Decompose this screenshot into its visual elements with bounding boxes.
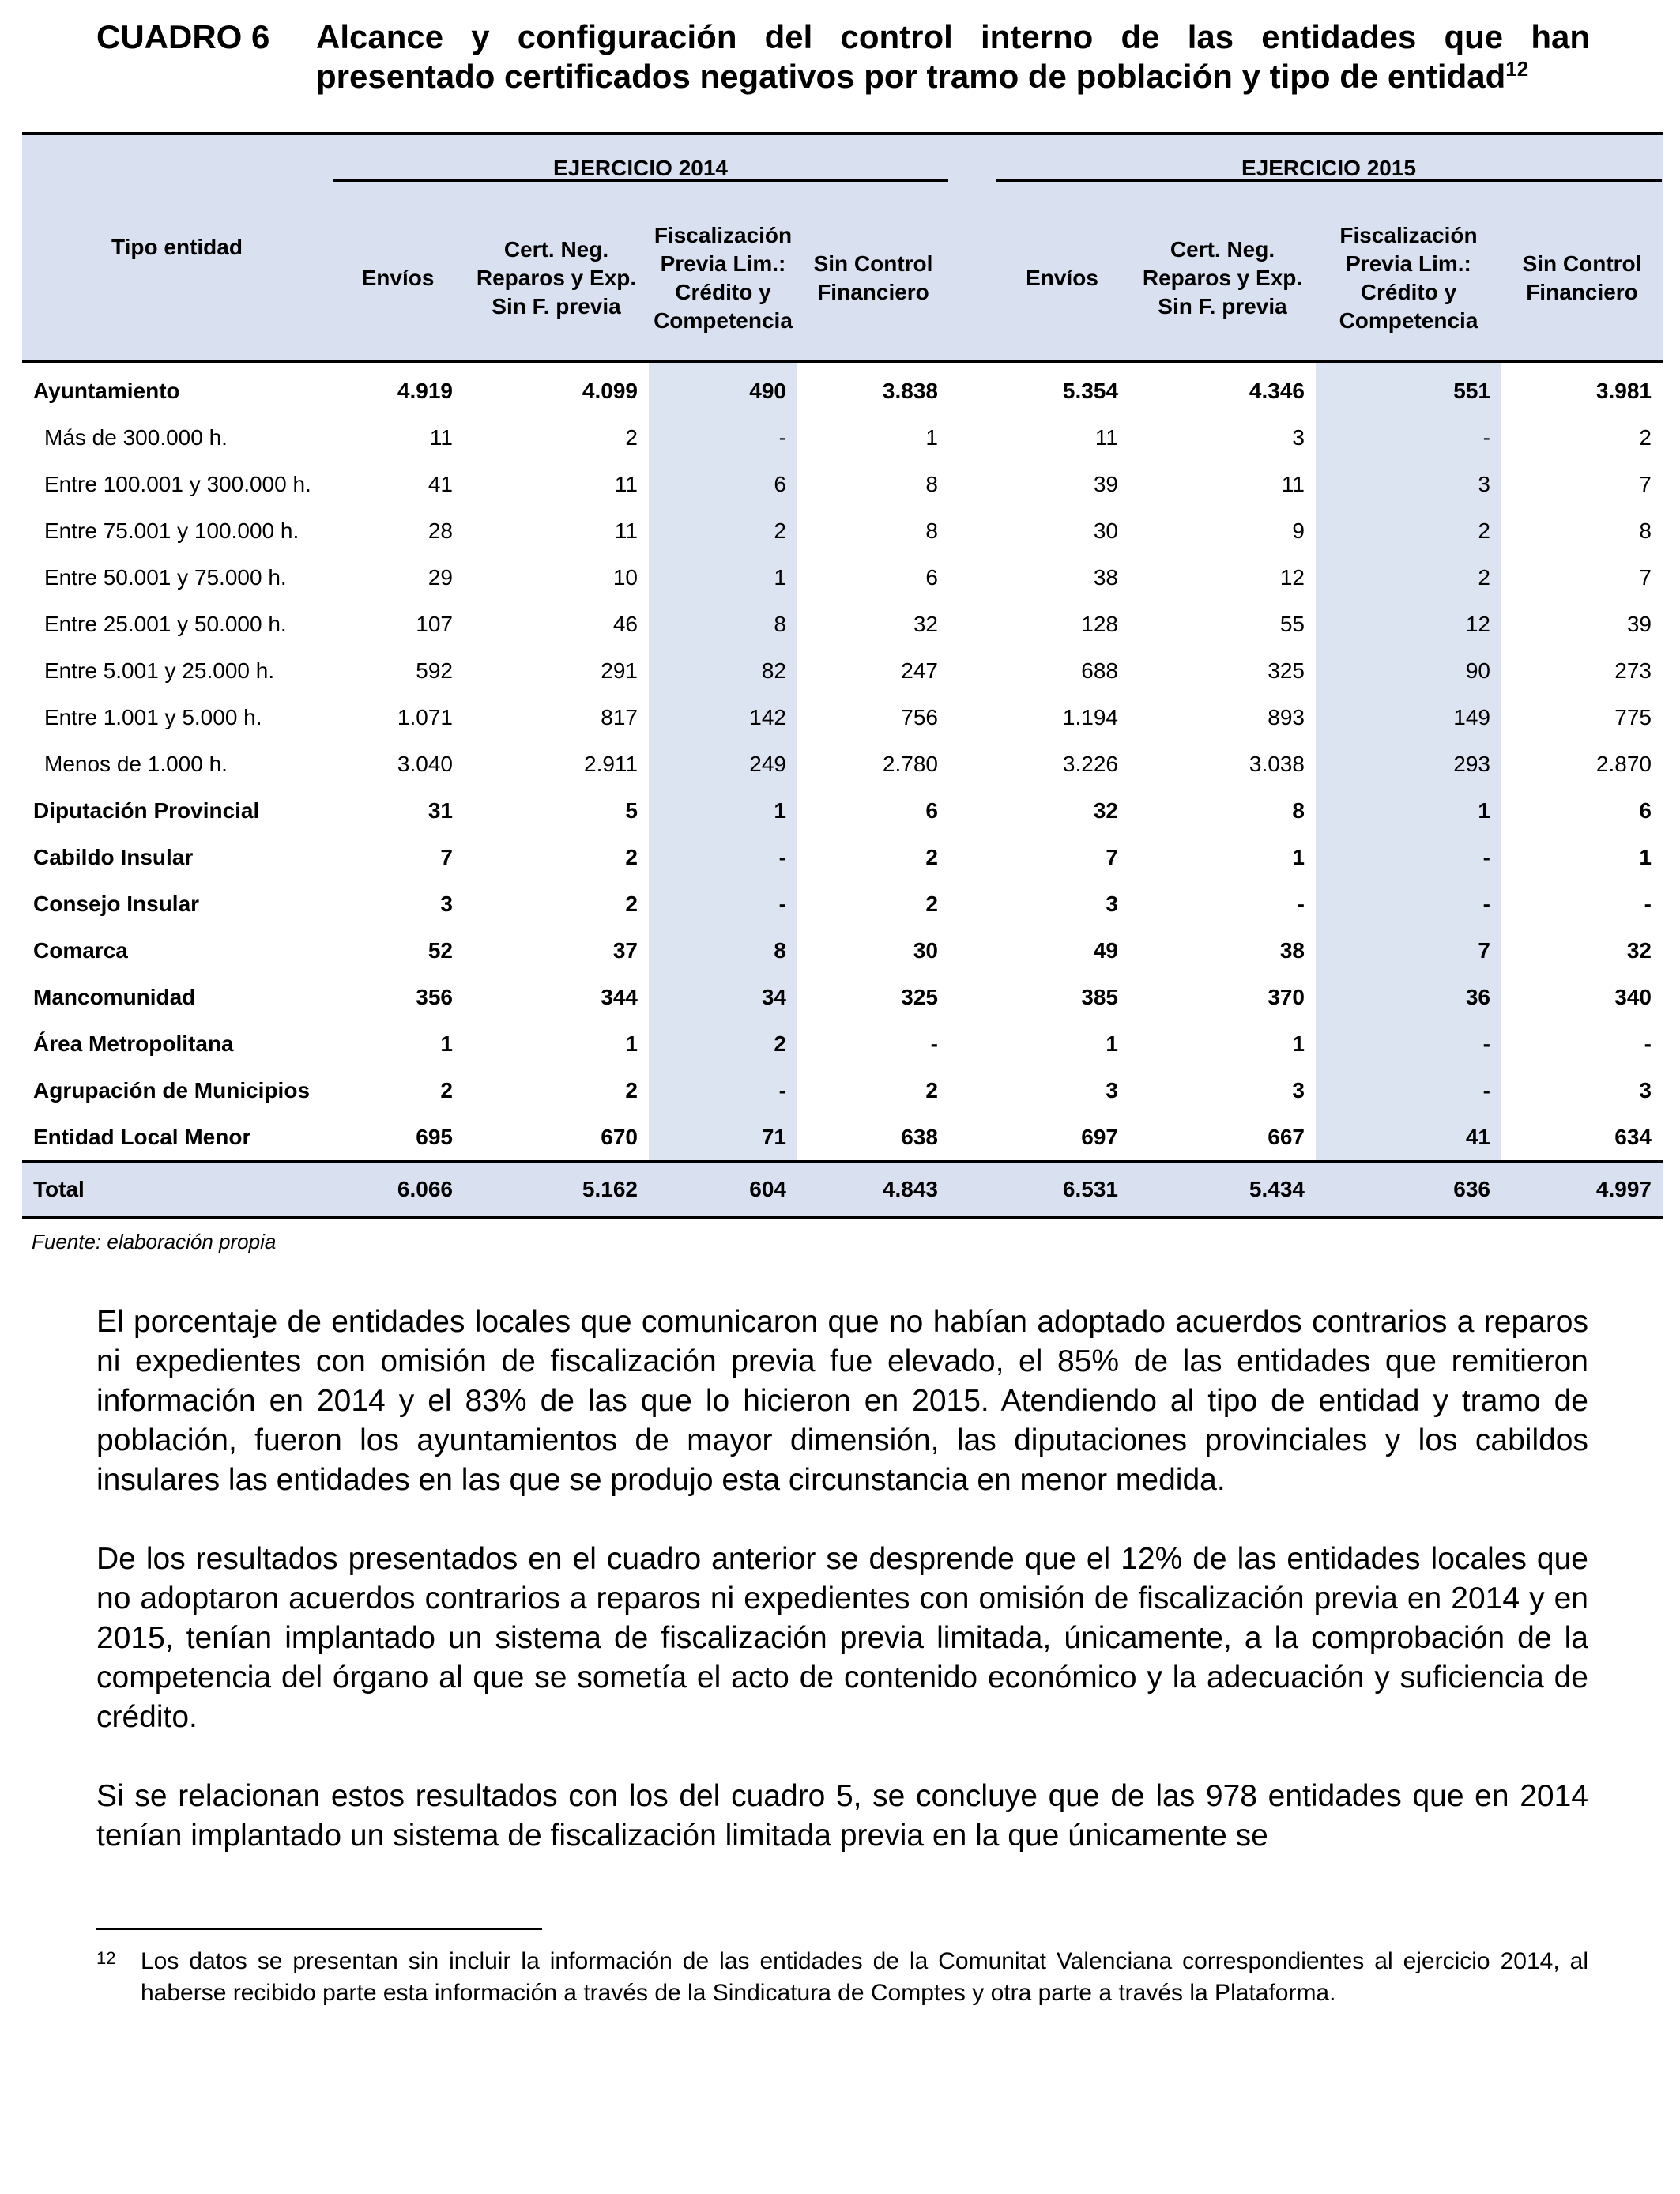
table-cell: 604 xyxy=(649,1162,797,1217)
header-text: Sin F. previa xyxy=(492,294,621,319)
table-cell: 1 xyxy=(1292,844,1305,869)
table-row xyxy=(22,507,1663,554)
table-cell: 291 xyxy=(601,658,638,683)
table-cell: 8 xyxy=(649,601,797,647)
table-cell: 2.780 xyxy=(882,751,938,776)
table-cell: 3.838 xyxy=(882,378,938,403)
header-text: Sin Control xyxy=(1522,251,1642,276)
table-cell: 2 xyxy=(625,891,638,916)
table-cell: 11 xyxy=(1281,471,1305,496)
table-cell: 247 xyxy=(901,658,938,683)
table-cell: 28 xyxy=(428,518,453,543)
table-cell xyxy=(949,414,995,461)
table-cell: 592 xyxy=(416,658,453,683)
table-cell: 1 xyxy=(1316,787,1501,834)
col-fisc-2015 xyxy=(1316,197,1501,361)
table-cell: 1 xyxy=(1292,1031,1305,1056)
row-label: Más de 300.000 h. xyxy=(44,424,228,450)
footnote-divider xyxy=(96,1928,542,1930)
table-row xyxy=(22,554,1663,601)
table-cell: 1 xyxy=(1106,1031,1118,1056)
table-cell: 3 xyxy=(1292,424,1305,450)
table-cell: 2 xyxy=(925,844,938,869)
table-cell: 128 xyxy=(1081,611,1118,636)
header-text: Financiero xyxy=(1526,280,1638,304)
table-cell: 39 xyxy=(1093,471,1118,496)
table-cell: 46 xyxy=(612,611,638,636)
table-cell: 6 xyxy=(925,797,938,823)
header-text: Envíos xyxy=(361,266,435,290)
header-text: Crédito y xyxy=(1360,280,1457,304)
table-cell: 8 xyxy=(1292,797,1305,823)
table-cell: 893 xyxy=(1268,704,1305,729)
table-cell: 2 xyxy=(625,1077,638,1103)
table-row xyxy=(22,601,1663,647)
table-cell: 38 xyxy=(1279,937,1305,963)
table-cell: 1 xyxy=(649,787,797,834)
paragraph: De los resultados presentados en el cuadro anterior se desprende que el 12% de las entidades locales que no adoptaron acuerdos contrarios a reparos ni expedientes con omisión de fiscalización previa en 2014 y en 2015, tenían implantado un sistema de fiscalización previa limitada, únicamente, a la comprobación de la competencia del órgano al que se sometía el acto de contenido económico y la adecuación y suficiencia de crédito. xyxy=(96,1542,1588,1734)
table-cell: 817 xyxy=(601,704,638,729)
table-cell: 38 xyxy=(1093,564,1118,590)
table-cell: 1 xyxy=(925,424,938,450)
table-cell: 37 xyxy=(612,937,638,963)
col-sin-2015 xyxy=(1501,197,1663,361)
table-cell: 2 xyxy=(649,507,797,554)
table-cell xyxy=(949,1114,995,1162)
table-cell: - xyxy=(649,834,797,880)
table-cell: 344 xyxy=(601,984,638,1009)
group-header-2014 xyxy=(332,134,949,197)
table-cell: 36 xyxy=(1316,974,1501,1020)
row-label: Menos de 1.000 h. xyxy=(44,751,228,776)
table-cell: - xyxy=(1644,1031,1652,1056)
table-row xyxy=(22,361,1663,414)
row-label: Entre 75.001 y 100.000 h. xyxy=(44,518,299,543)
table-cell: 695 xyxy=(416,1124,453,1149)
table-cell: 5.434 xyxy=(1129,1162,1316,1217)
table-row xyxy=(22,880,1663,927)
row-label: Agrupación de Municipios xyxy=(33,1077,311,1103)
table-cell xyxy=(949,1162,995,1217)
paragraph: Si se relacionan estos resultados con los del cuadro 5, se concluye que de las 978 entidades que en 2014 tenían implantado un sistema de fiscalización limitada previa en la que únicamente se xyxy=(96,1779,1588,1853)
table-cell: - xyxy=(1644,891,1652,916)
table-cell: - xyxy=(1316,414,1501,461)
row-label: Comarca xyxy=(33,937,128,963)
table-cell: 39 xyxy=(1626,611,1652,636)
table-cell: 756 xyxy=(901,704,938,729)
table-cell xyxy=(949,694,995,741)
table-cell: 5 xyxy=(625,797,638,823)
header-text: Previa Lim.: xyxy=(1346,251,1471,276)
table-cell: 2 xyxy=(1316,507,1501,554)
table-cell: 4.843 xyxy=(797,1162,949,1217)
table-cell: 3 xyxy=(1316,461,1501,507)
table-cell: 688 xyxy=(1081,658,1118,683)
table-row xyxy=(22,414,1663,461)
table-cell: 41 xyxy=(428,471,453,496)
table-cell xyxy=(949,507,995,554)
table-cell: 3 xyxy=(1106,891,1118,916)
table-cell: 32 xyxy=(913,611,938,636)
header-text: Fiscalización xyxy=(654,223,793,247)
table-cell: 4.346 xyxy=(1249,378,1305,403)
table-cell: 370 xyxy=(1268,984,1305,1009)
table-cell: 5.354 xyxy=(1062,378,1118,403)
body-text xyxy=(96,1302,1588,1895)
table-cell xyxy=(949,361,995,414)
row-label: Mancomunidad xyxy=(33,984,196,1009)
table-cell: 9 xyxy=(1292,518,1305,543)
table-cell: - xyxy=(1297,891,1305,916)
table-cell: 3.226 xyxy=(1062,751,1118,776)
group-gap xyxy=(949,134,995,197)
footnote xyxy=(96,1946,1588,2009)
table-cell: 634 xyxy=(1614,1124,1652,1149)
caption-number: CUADRO 6 xyxy=(96,18,270,55)
table-cell: 1.071 xyxy=(397,704,453,729)
paragraph: El porcentaje de entidades locales que comunicaron que no habían adoptado acuerdos contrarios a reparos ni expedientes con omisión de fiscalización previa fue elevado, el 85% de las entidades que remitieron información en 2014 y el 83% de las que lo hicieron en 2015. Atendiendo al tipo de entidad y tramo de población, fueron los ayuntamientos de mayor dimensión, las diputaciones provinciales y los cabildos insulares las entidades en las que se produjo esta circunstancia en menor medida. xyxy=(96,1305,1588,1497)
table-source: Fuente: elaboración propia xyxy=(32,1230,277,1253)
table-cell: 6 xyxy=(925,564,938,590)
table-cell: 2.870 xyxy=(1595,751,1652,776)
header-text: Reparos y Exp. xyxy=(1142,266,1303,290)
table-cell: 1.194 xyxy=(1062,704,1118,729)
table-cell xyxy=(949,741,995,787)
table-cell: 2 xyxy=(649,1020,797,1067)
caption-title-text: Alcance y configuración del control interno de las entidades que han presentado certificados negativos por tramo de población y tipo de entidad xyxy=(316,18,1590,95)
col-cert-2015 xyxy=(1129,197,1316,361)
header-text: Financiero xyxy=(817,280,929,304)
col-envios-2014 xyxy=(332,197,464,361)
table-cell: 7 xyxy=(1106,844,1118,869)
table-cell: 7 xyxy=(440,844,453,869)
table-cell: 551 xyxy=(1316,361,1501,414)
table-cell: 107 xyxy=(416,611,453,636)
row-label: Entre 1.001 y 5.000 h. xyxy=(44,704,262,729)
table-cell: 32 xyxy=(1626,937,1652,963)
table-cell: 1 xyxy=(440,1031,453,1056)
table-cell: - xyxy=(1316,834,1501,880)
col-fisc-2014 xyxy=(649,197,797,361)
table-cell: 249 xyxy=(649,741,797,787)
table-caption xyxy=(96,17,1590,96)
table-cell: - xyxy=(649,880,797,927)
table-cell: 6 xyxy=(1639,797,1652,823)
table-cell: 2 xyxy=(1639,424,1652,450)
table-cell: 638 xyxy=(901,1124,938,1149)
table-cell xyxy=(949,880,995,927)
table-cell: 3.981 xyxy=(1595,378,1652,403)
table-cell: 29 xyxy=(428,564,453,590)
table-cell: 636 xyxy=(1316,1162,1501,1217)
table-cell: 273 xyxy=(1614,658,1652,683)
table-cell xyxy=(949,601,995,647)
table-cell: 2 xyxy=(440,1077,453,1103)
table-cell xyxy=(949,834,995,880)
table-cell: 7 xyxy=(1316,927,1501,974)
table-cell: 4.099 xyxy=(582,378,638,403)
table-cell xyxy=(949,1067,995,1114)
col-envios-2015 xyxy=(995,197,1129,361)
header-text: EJERCICIO 2015 xyxy=(1241,155,1416,180)
header-text: EJERCICIO 2014 xyxy=(553,155,728,180)
table-total-row xyxy=(22,1162,1663,1217)
table-cell: 3.038 xyxy=(1249,751,1305,776)
table-cell: 3 xyxy=(440,891,453,916)
row-label: Total xyxy=(22,1162,332,1217)
table-cell: 12 xyxy=(1316,601,1501,647)
header-text: Competencia xyxy=(1339,308,1478,333)
table-cell: 2 xyxy=(625,844,638,869)
table-row xyxy=(22,974,1663,1020)
header-text: Sin Control xyxy=(813,251,933,276)
table-cell: 7 xyxy=(1639,564,1652,590)
header-text: Previa Lim.: xyxy=(660,251,786,276)
row-label: Entre 50.001 y 75.000 h. xyxy=(44,564,287,590)
table-cell xyxy=(949,461,995,507)
table-row xyxy=(22,1067,1663,1114)
table-cell: - xyxy=(649,1067,797,1114)
table-cell: 325 xyxy=(1268,658,1305,683)
col-sin-2014 xyxy=(797,197,949,361)
header-text: Crédito y xyxy=(675,280,771,304)
table-cell: 10 xyxy=(612,564,638,590)
table-cell: 4.919 xyxy=(397,378,453,403)
table-cell: 6.066 xyxy=(332,1162,464,1217)
footnote-mark: 12 xyxy=(96,1948,116,1968)
table-row xyxy=(22,834,1663,880)
table-cell xyxy=(949,787,995,834)
row-label: Entre 25.001 y 50.000 h. xyxy=(44,611,287,636)
table-cell: 32 xyxy=(1093,797,1118,823)
table-row xyxy=(22,461,1663,507)
table-cell xyxy=(949,974,995,1020)
table-cell: 670 xyxy=(601,1124,638,1149)
header-text: Reparos y Exp. xyxy=(476,266,637,290)
table-cell: 3 xyxy=(1106,1077,1118,1103)
header-text: Sin F. previa xyxy=(1158,294,1287,319)
table-cell: - xyxy=(1316,1067,1501,1114)
col-cert-2014 xyxy=(464,197,649,361)
header-text: Cert. Neg. xyxy=(503,237,609,262)
table-cell xyxy=(949,927,995,974)
table-cell: 667 xyxy=(1268,1124,1305,1149)
table-cell: 30 xyxy=(1093,518,1118,543)
header-text: Fiscalización xyxy=(1339,223,1478,247)
header-text: Tipo entidad xyxy=(111,235,243,259)
table-cell: - xyxy=(930,1031,938,1056)
table-body xyxy=(22,361,1663,1217)
group-header-2015 xyxy=(995,134,1663,197)
table-cell: 6.531 xyxy=(995,1162,1129,1217)
table-cell: 49 xyxy=(1093,937,1118,963)
table-cell: 325 xyxy=(901,984,938,1009)
caption-title xyxy=(316,17,1590,96)
data-table-wrapper xyxy=(22,132,1663,1219)
table-cell: 90 xyxy=(1316,647,1501,694)
table-cell: 8 xyxy=(649,927,797,974)
table-row xyxy=(22,787,1663,834)
table-cell: 697 xyxy=(1081,1124,1118,1149)
table-row xyxy=(22,927,1663,974)
table-cell: 2 xyxy=(1316,554,1501,601)
table-cell: 11 xyxy=(614,518,638,543)
table-cell: 1 xyxy=(649,554,797,601)
table-cell: 340 xyxy=(1614,984,1652,1009)
table-cell: 1 xyxy=(625,1031,638,1056)
header-text: Competencia xyxy=(654,308,793,333)
footnote-text: Los datos se presentan sin incluir la información de las entidades de la Comunitat Valenciana correspondientes al ejercicio 2014, al haberse recibido parte esta información a través de la Sindicatura de Comptes y otra parte a través la Plataforma. xyxy=(141,1948,1588,2006)
row-label: Consejo Insular xyxy=(33,891,200,916)
table-cell: 775 xyxy=(1614,704,1652,729)
table-cell: 5.162 xyxy=(464,1162,649,1217)
table-row xyxy=(22,741,1663,787)
table-cell: 3.040 xyxy=(397,751,453,776)
header-text: Cert. Neg. xyxy=(1170,237,1275,262)
table-cell: 31 xyxy=(428,797,453,823)
table-cell: 8 xyxy=(925,471,938,496)
table-cell: - xyxy=(1316,880,1501,927)
table-cell: 149 xyxy=(1316,694,1501,741)
row-label: Área Metropolitana xyxy=(33,1031,234,1056)
table-cell: 1 xyxy=(1639,844,1652,869)
table-cell: - xyxy=(649,414,797,461)
table-cell xyxy=(949,647,995,694)
table-cell: 2 xyxy=(925,891,938,916)
footnote-ref: 12 xyxy=(1505,57,1529,81)
table-cell: 293 xyxy=(1316,741,1501,787)
table-cell: 142 xyxy=(649,694,797,741)
table-cell: 34 xyxy=(649,974,797,1020)
data-table xyxy=(22,132,1663,1219)
table-cell: 11 xyxy=(1094,424,1118,450)
column-header-tipo xyxy=(22,134,332,361)
table-cell: 7 xyxy=(1639,471,1652,496)
table-cell: 8 xyxy=(925,518,938,543)
table-cell: 3 xyxy=(1639,1077,1652,1103)
row-label: Entre 100.001 y 300.000 h. xyxy=(44,471,311,496)
table-cell: 12 xyxy=(1279,564,1305,590)
row-label: Diputación Provincial xyxy=(33,797,260,823)
table-cell: 71 xyxy=(649,1114,797,1162)
table-cell: 8 xyxy=(1639,518,1652,543)
col-gap xyxy=(949,197,995,361)
table-cell: - xyxy=(1316,1020,1501,1067)
table-cell: 6 xyxy=(649,461,797,507)
table-cell: 30 xyxy=(913,937,938,963)
table-cell: 385 xyxy=(1081,984,1118,1009)
table-row xyxy=(22,1020,1663,1067)
table-cell: 82 xyxy=(649,647,797,694)
table-cell: 11 xyxy=(614,471,638,496)
row-label: Entidad Local Menor xyxy=(33,1124,251,1149)
table-cell: 356 xyxy=(416,984,453,1009)
table-row xyxy=(22,694,1663,741)
table-row xyxy=(22,647,1663,694)
table-row xyxy=(22,1114,1663,1162)
table-cell: 2.911 xyxy=(584,751,638,776)
table-cell: 2 xyxy=(925,1077,938,1103)
table-cell: 3 xyxy=(1292,1077,1305,1103)
table-cell: 4.997 xyxy=(1501,1162,1663,1217)
table-cell: 11 xyxy=(429,424,453,450)
table-cell: 41 xyxy=(1316,1114,1501,1162)
table-cell: 52 xyxy=(428,937,453,963)
table-cell: 55 xyxy=(1279,611,1305,636)
table-cell: 490 xyxy=(649,361,797,414)
table-cell xyxy=(949,1020,995,1067)
header-text: Envíos xyxy=(1026,266,1098,290)
row-label: Cabildo Insular xyxy=(33,844,194,869)
table-cell xyxy=(949,554,995,601)
row-label: Entre 5.001 y 25.000 h. xyxy=(44,658,275,683)
row-label: Ayuntamiento xyxy=(33,378,180,403)
table-cell: 2 xyxy=(625,424,638,450)
